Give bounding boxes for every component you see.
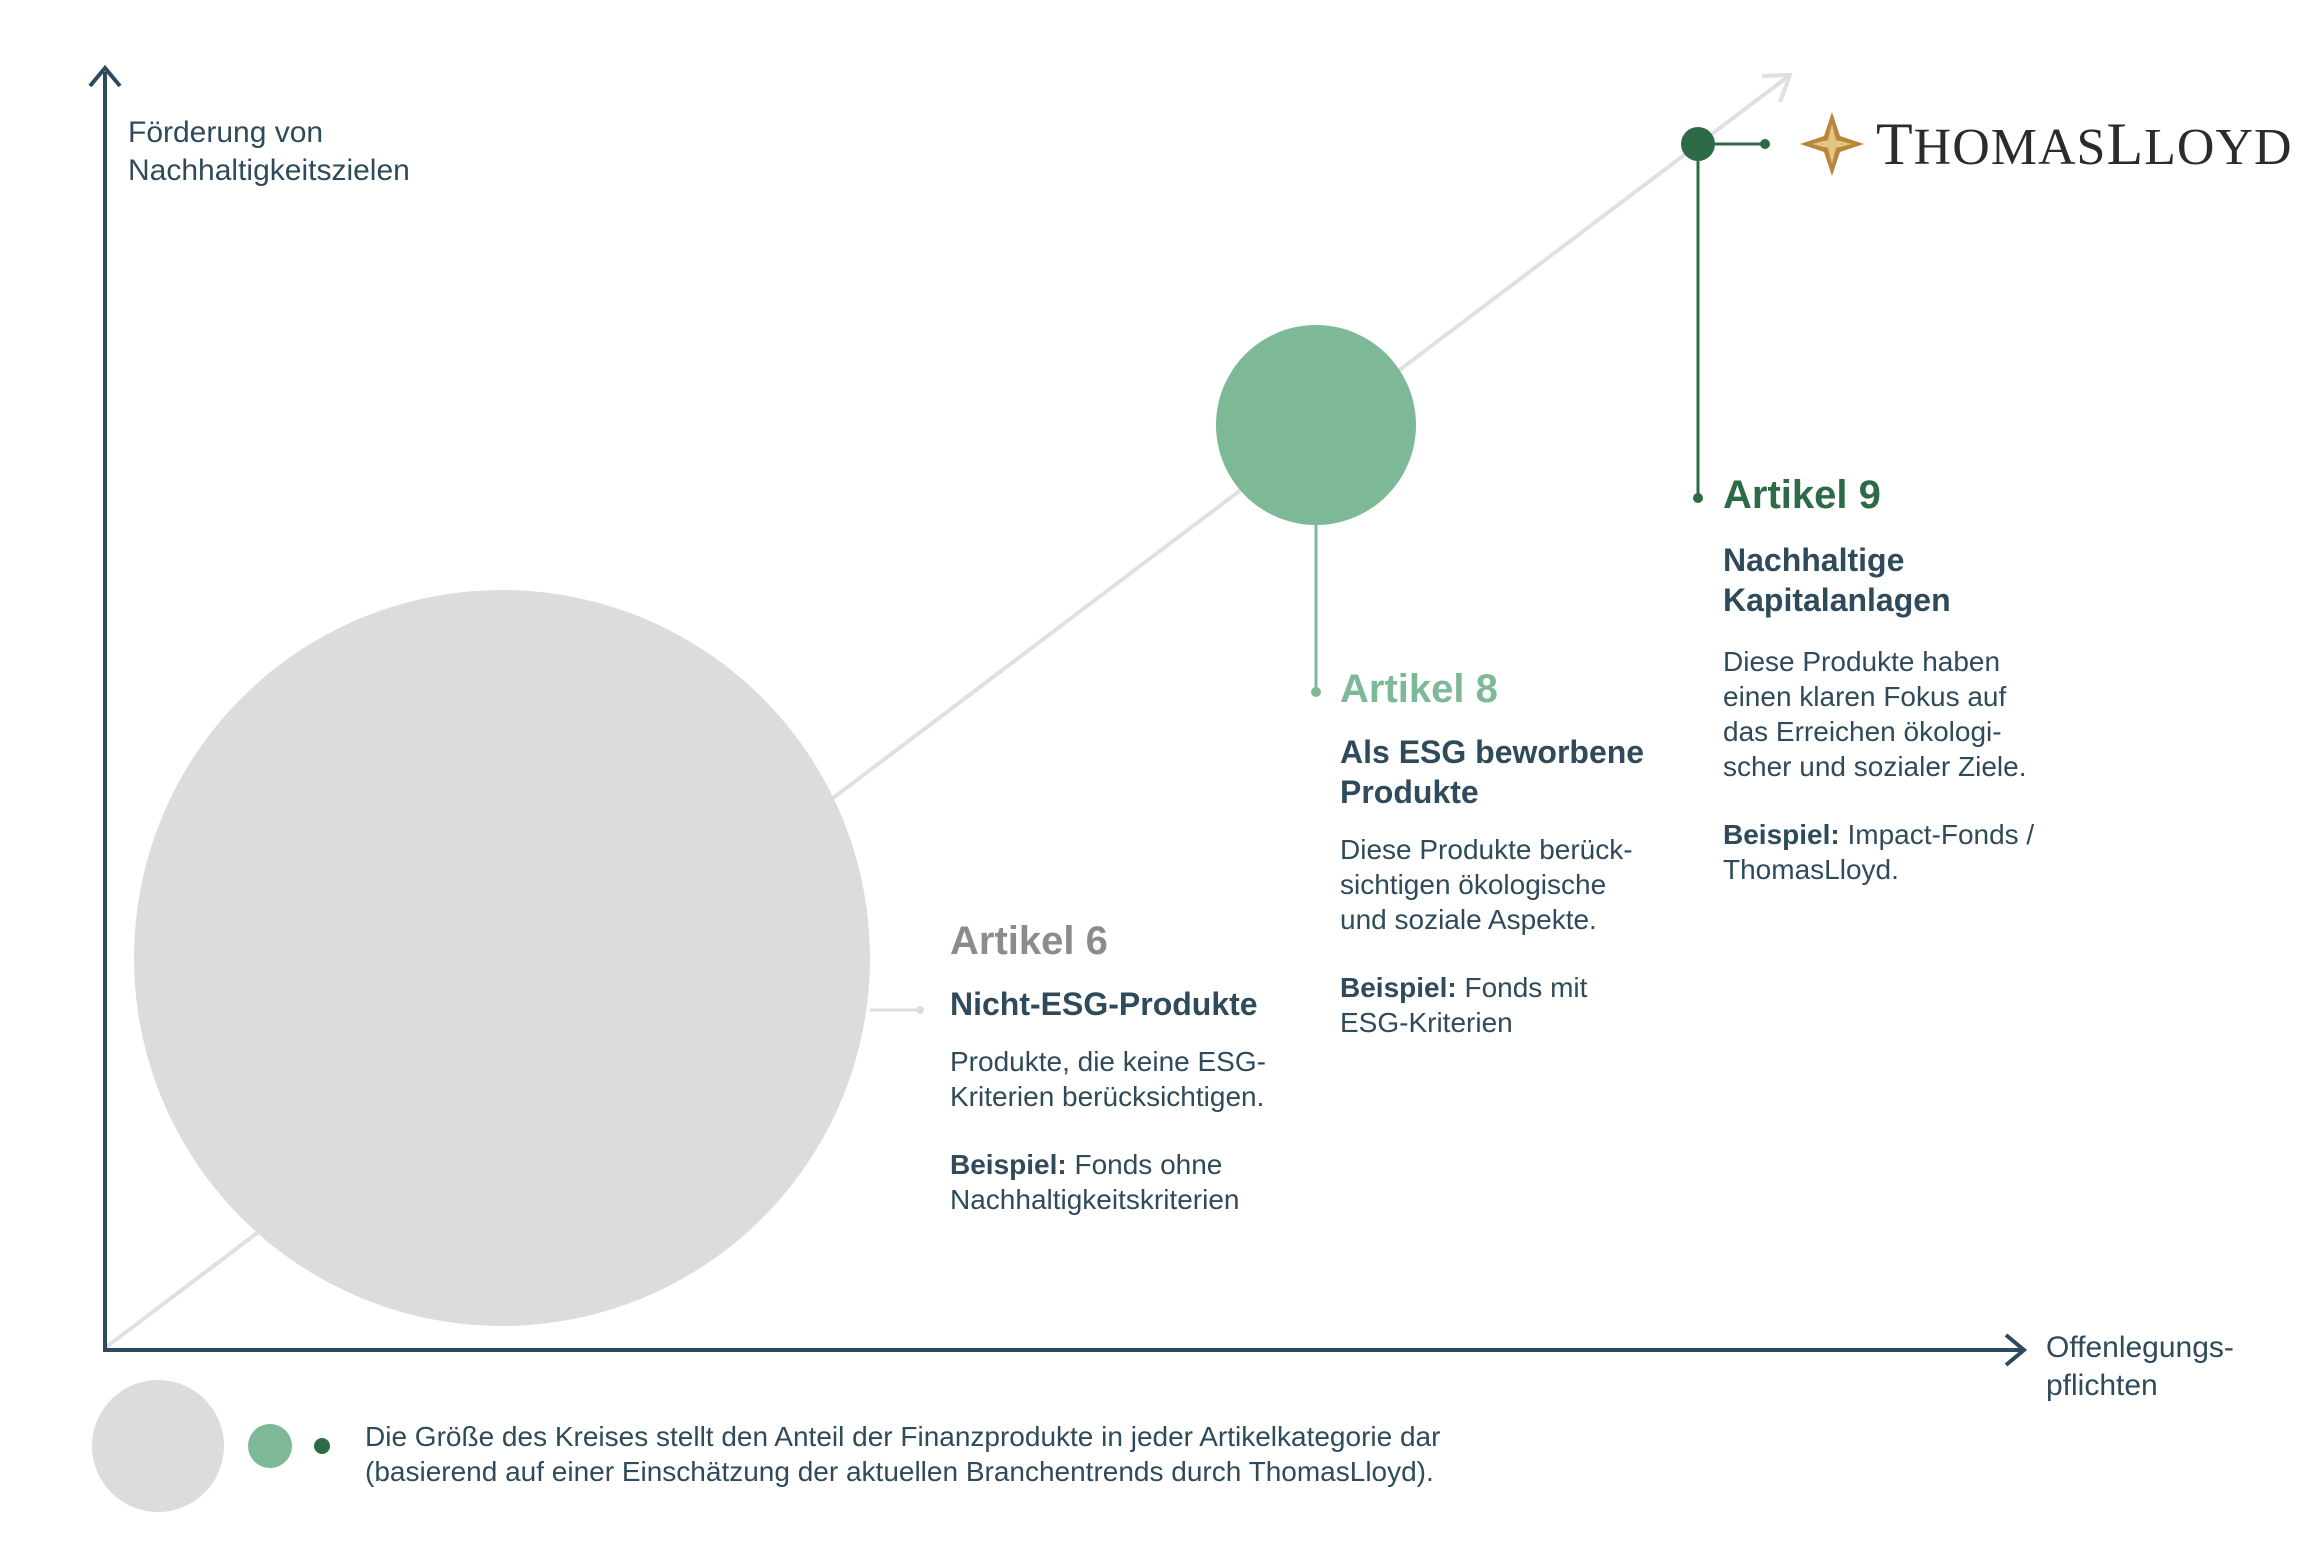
logo-letter-t: T <box>1876 111 1914 177</box>
article-6-subtitle: Nicht-ESG-Produkte <box>950 986 1258 1022</box>
article-9-connector-dot <box>1693 493 1703 503</box>
article-8-circle <box>1216 325 1416 525</box>
article-8-title: Artikel 8 <box>1340 667 1498 711</box>
y-axis-label-line2: Nachhaltigkeitszielen <box>128 154 410 187</box>
article-8-example-text: Fonds mit ESG-Kriterien <box>1340 972 1588 1038</box>
legend-caption <box>365 1419 1440 1489</box>
article-8-example <box>1340 970 1630 1040</box>
x-axis-label-line2: pflichten <box>2046 1369 2158 1402</box>
y-axis-label <box>128 114 410 190</box>
legend-caption-line2: (basierend auf einer Einschätzung der aktuellen Branchentrends durch ThomasLloyd). <box>365 1456 1434 1487</box>
article-8-example-label: Beispiel: <box>1340 972 1457 1003</box>
article-8-subtitle: Als ESG beworbene Produkte <box>1340 734 1645 810</box>
article-9-description: Diese Produkte haben einen klaren Fokus auf das Erreichen ökologi-scher und sozialer Ziele. <box>1723 646 2027 782</box>
article-6-example <box>950 1147 1290 1217</box>
logo-text-loyd: LOYD <box>2144 119 2293 176</box>
thomaslloyd-logo <box>1876 110 2293 179</box>
article-9-block <box>1723 472 2083 887</box>
article-9-example-label: Beispiel: <box>1723 819 1840 850</box>
article-6-example-label: Beispiel: <box>950 1149 1067 1180</box>
article-9-example-text: Impact-Fonds / ThomasLloyd. <box>1723 819 2035 885</box>
logo-text-homas: HOMAS <box>1913 119 2107 176</box>
article-9-subtitle: Nachhaltige Kapitalanlagen <box>1723 542 1951 618</box>
article-8-connector-dot <box>1311 687 1321 697</box>
article-6-title: Artikel 6 <box>950 919 1108 963</box>
article-9-title: Artikel 9 <box>1723 473 1881 517</box>
article-8-block <box>1340 666 1700 1040</box>
article-8-description: Diese Produkte berück-sichtigen ökologische und soziale Aspekte. <box>1340 834 1633 935</box>
legend-small-circle <box>314 1438 330 1454</box>
x-axis-label-line1: Offenlegungs- <box>2046 1331 2234 1364</box>
legend-caption-line1: Die Größe des Kreises stellt den Anteil der Finanzprodukte in jeder Artikelkategorie dar <box>365 1421 1441 1452</box>
logo-letter-l: L <box>2106 111 2145 177</box>
article-6-circle <box>134 590 870 1326</box>
y-axis-label-line1: Förderung von <box>128 116 324 149</box>
legend-medium-circle <box>248 1424 292 1468</box>
article-9-logo-connector-dot <box>1760 139 1770 149</box>
legend-large-circle <box>92 1380 224 1512</box>
article-9-example <box>1723 817 2063 887</box>
article-6-description: Produkte, die keine ESG-Kriterien berücksichtigen. <box>950 1046 1266 1112</box>
article-6-example-text: Fonds ohne Nachhaltigkeitskriterien <box>950 1149 1240 1215</box>
article-6-connector-dot <box>916 1006 924 1014</box>
thomaslloyd-star-icon <box>1800 112 1864 176</box>
article-6-block <box>950 918 1370 1217</box>
x-axis-label <box>2046 1329 2234 1405</box>
